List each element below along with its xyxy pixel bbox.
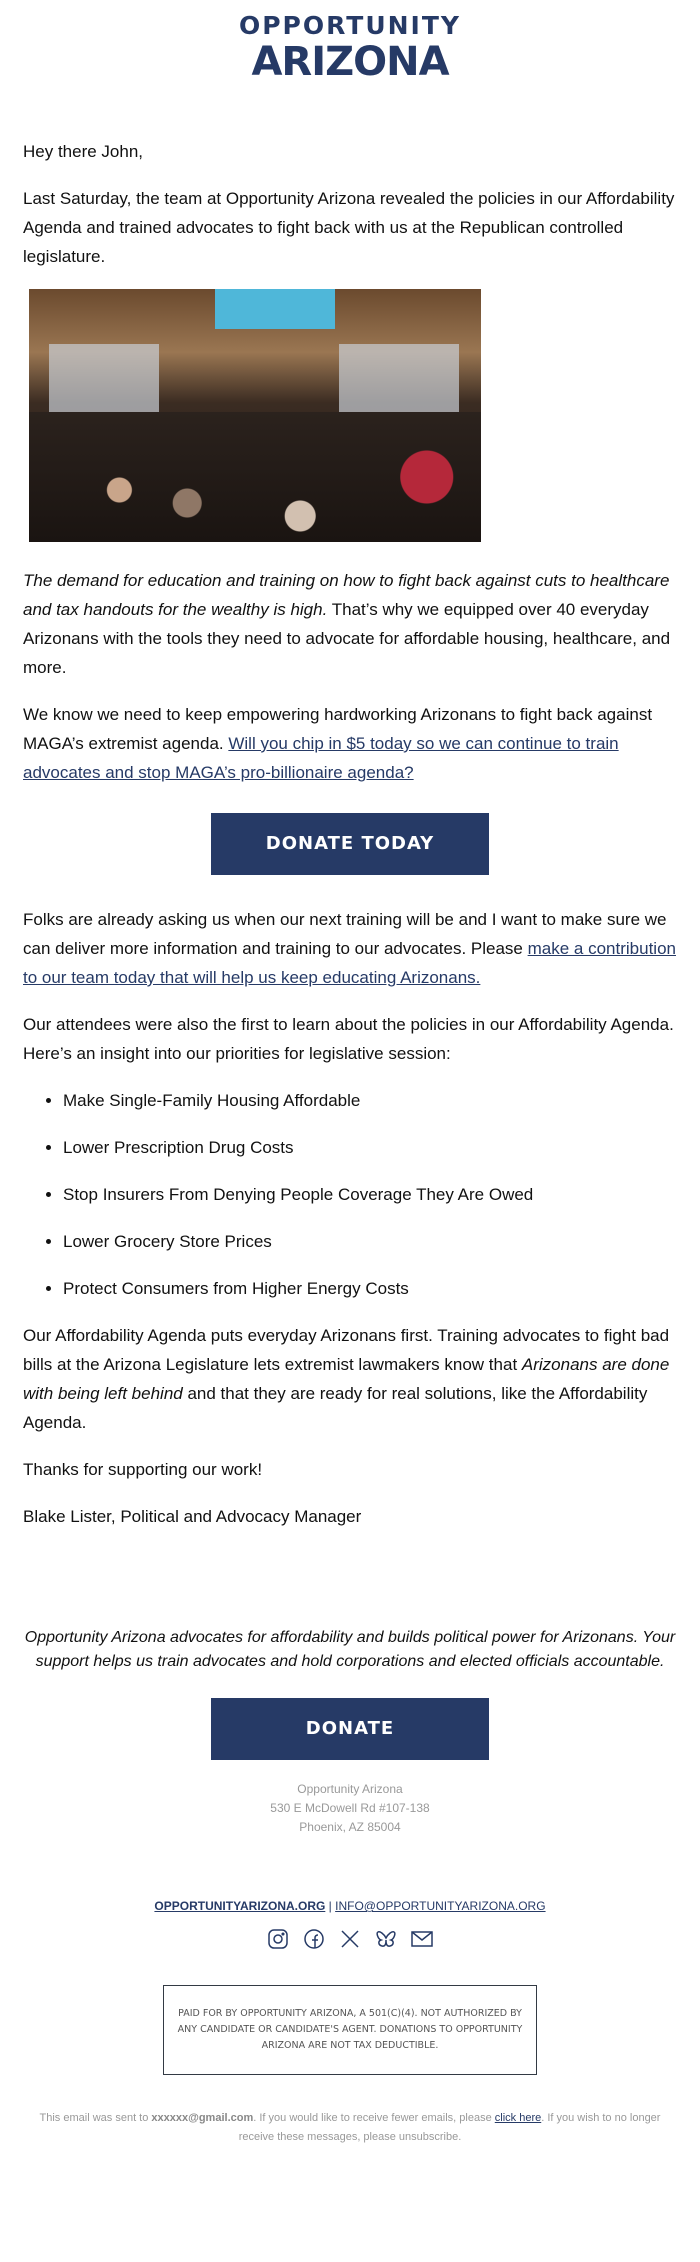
paragraph-demand (23, 566, 677, 682)
address-city: Phoenix, AZ 85004 (299, 1820, 401, 1834)
mission-statement: Opportunity Arizona advocates for affordability and builds political power for Arizonans. Your support helps us train advocates and hold corporations and elected officials accountable. (24, 1629, 676, 1670)
contribution-link[interactable]: make a contribution to our team today that will help us keep educating Arizonans. (23, 939, 676, 987)
list-item: • Make Single-Family Housing Affordable (63, 1086, 677, 1115)
footer (0, 1626, 700, 2147)
notice-text: . If you would like to receive fewer emails, please (253, 2112, 495, 2124)
greeting: Hey there John, (23, 142, 144, 161)
email-link[interactable]: INFO@OPPORTUNITYARIZONA.ORG (335, 1899, 546, 1913)
agenda-text: Our Affordability Agenda puts everyday Arizonans first. Training advocates to fight bad bills at the Arizona Legislature lets extremist lawmakers know that (23, 1326, 670, 1374)
notice-text: This email was sent to (39, 2112, 152, 2124)
logo-line2: ARIZONA (251, 39, 449, 85)
agenda-text-end: and that they are ready for real solutions, like the Affordability Agenda. (23, 1384, 648, 1432)
window (49, 344, 159, 414)
facebook-icon[interactable] (302, 1927, 326, 1951)
list-item: • Lower Grocery Store Prices (63, 1227, 677, 1256)
list-item: • Stop Insurers From Denying People Coverage They Are Owed (63, 1180, 677, 1209)
chip-in-link[interactable]: Will you chip in $5 today so we can continue to train advocates and stop MAGA’s pro-billionaire agenda? (23, 734, 619, 782)
paragraph-attendees: Our attendees were also the first to learn about the policies in our Affordability Agenda. Here’s an insight into our priorities for legislative session: (23, 1015, 674, 1063)
website-link[interactable]: OPPORTUNITYARIZONA.ORG (154, 1899, 326, 1913)
logo (0, 0, 700, 85)
priorities-list (23, 1086, 677, 1303)
mail-icon[interactable] (410, 1927, 434, 1951)
donate-today-button[interactable]: DONATE TODAY (211, 813, 489, 875)
projector-screen (215, 289, 335, 329)
paragraph-chip-in (23, 700, 677, 787)
thanks: Thanks for supporting our work! (23, 1460, 263, 1479)
recipient-email: xxxxxx@gmail.com (151, 2112, 254, 2124)
training-event-photo (29, 289, 481, 542)
list-item: • Protect Consumers from Higher Energy Costs (63, 1274, 677, 1303)
unsubscribe-text: . If you wish to no longer receive these messages, please unsubscribe. (238, 2112, 661, 2143)
instagram-icon[interactable] (266, 1927, 290, 1951)
audience (29, 412, 481, 542)
window (339, 344, 459, 414)
address-street: 530 E McDowell Rd #107-138 (270, 1801, 430, 1815)
paragraph-training (23, 905, 677, 992)
fewer-emails-link[interactable]: click here (494, 2112, 542, 2124)
address-org: Opportunity Arizona (297, 1782, 403, 1796)
paragraph-agenda (23, 1321, 677, 1437)
demand-italic: The demand for education and training on how to fight back against cuts to healthcare and tax handouts for the wealthy is high. (23, 571, 670, 619)
email-notice (0, 2109, 700, 2147)
paragraph-intro: Last Saturday, the team at Opportunity Arizona revealed the policies in our Affordability Agenda and trained advocates to fight back with us at the Republican controlled legislature. (23, 189, 675, 266)
address (0, 1780, 700, 1837)
demand-text: That’s why we equipped over 40 everyday Arizonans with the tools they need to advocate for affordable housing, healthcare, and more. (23, 600, 671, 677)
footer-links (0, 1899, 700, 1913)
social-icons (0, 1927, 700, 1951)
email-body (0, 137, 700, 1531)
logo-line1: OPPORTUNITY (238, 11, 461, 40)
list-item: • Lower Prescription Drug Costs (63, 1133, 677, 1162)
chip-in-text: We know we need to keep empowering hardworking Arizonans to fight back against MAGA’s extremist agenda. (23, 705, 653, 753)
disclaimer: PAID FOR BY OPPORTUNITY ARIZONA, A 501(C)(4). NOT AUTHORIZED BY ANY CANDIDATE OR CANDIDATE'S AGENT. DONATIONS TO OPPORTUNITY ARIZONA ARE NOT TAX DEDUCTIBLE. (163, 1985, 537, 2075)
agenda-italic: Arizonans are done with being left behind (23, 1355, 670, 1403)
signature: Blake Lister, Political and Advocacy Manager (23, 1507, 362, 1526)
separator: | (328, 1899, 332, 1913)
x-icon[interactable] (338, 1927, 362, 1951)
training-text: Folks are already asking us when our next training will be and I want to make sure we can deliver more information and training to our advocates. Please (23, 910, 667, 958)
donate-button[interactable]: DONATE (211, 1698, 489, 1760)
bluesky-icon[interactable] (374, 1927, 398, 1951)
